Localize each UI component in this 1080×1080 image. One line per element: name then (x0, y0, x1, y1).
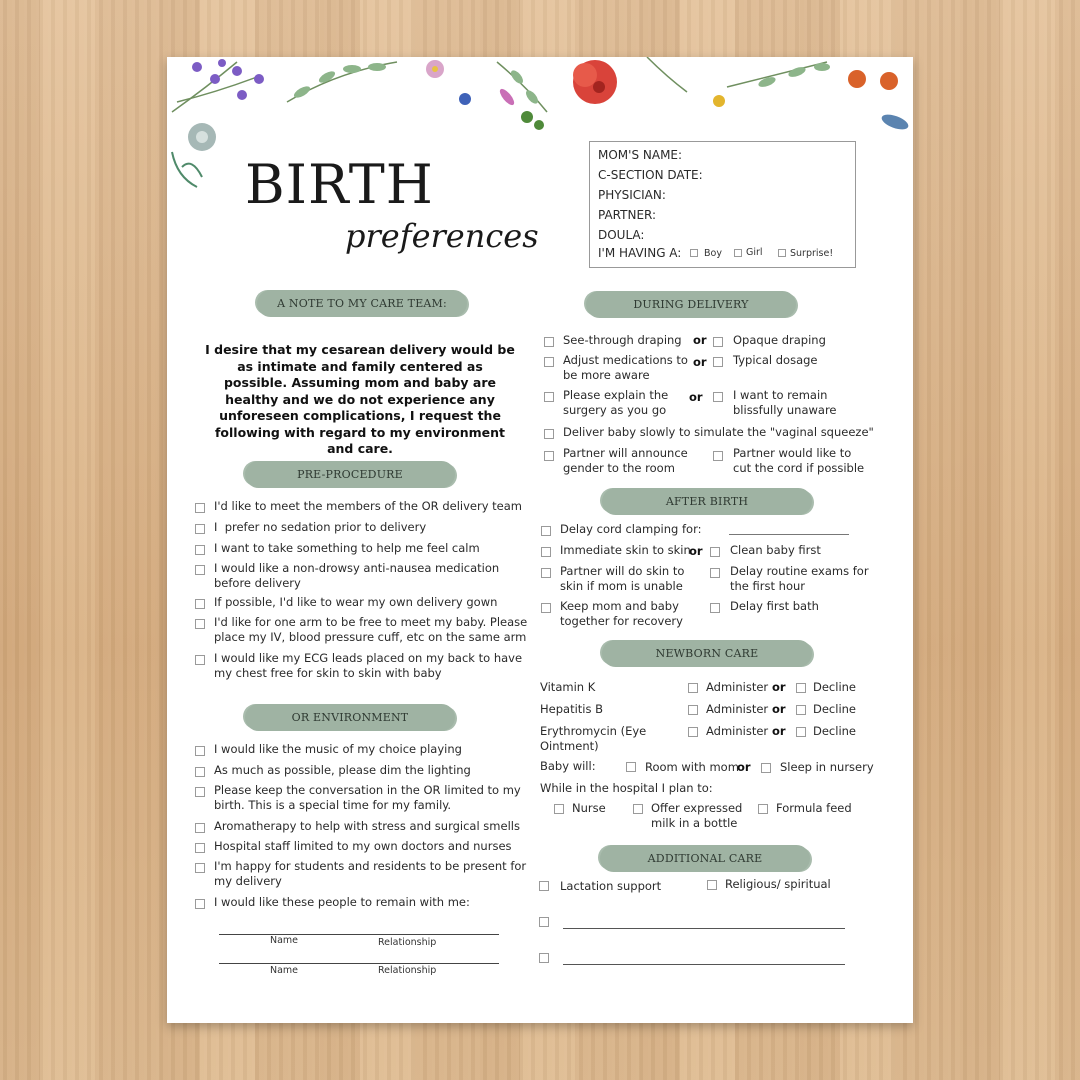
boy-checkbox[interactable] (690, 249, 698, 257)
delay-cord-checkbox[interactable] (541, 526, 551, 536)
additional-blank-line-1[interactable] (563, 928, 845, 929)
pre-procedure-checkbox[interactable] (195, 619, 205, 629)
pre-procedure-item: I'd like to meet the members of the OR delivery team (214, 499, 522, 513)
additional-care-heading: ADDITIONAL CARE (600, 845, 810, 872)
slow-delivery-checkbox[interactable] (544, 429, 554, 439)
during-delivery-option-a: See-through draping (563, 333, 682, 347)
or-environment-item: Hospital staff limited to my own doctors and nurses (214, 839, 512, 853)
or-label: or (737, 760, 751, 774)
pre-procedure-checkbox[interactable] (195, 524, 205, 534)
formula-feed-checkbox[interactable] (758, 804, 768, 814)
physician-label: PHYSICIAN: (598, 188, 666, 202)
pre-procedure-item: I would like my ECG leads placed on my back to have my chest free for skin to skin with baby (214, 651, 523, 680)
after-birth-option-a: Partner will do skin to skin if mom is unable (560, 564, 685, 593)
administer-label: Administer (706, 724, 769, 738)
cut-cord-checkbox[interactable] (713, 451, 723, 461)
lactation-checkbox[interactable] (539, 881, 549, 891)
note-text: I desire that my cesarean delivery would be as intimate and family centered as possible. Assuming mom and baby are healthy and we do not experience any unforeseen complications, I request the following with regard to my environment and care. (205, 342, 515, 456)
decline-checkbox[interactable] (796, 705, 806, 715)
decline-label: Decline (813, 680, 857, 694)
pre-procedure-item: I want to take something to help me feel calm (214, 541, 480, 555)
after-birth-checkbox-b[interactable] (710, 603, 720, 613)
partner-label: PARTNER: (598, 208, 657, 222)
or-environment-checkbox[interactable] (195, 787, 205, 797)
decline-checkbox[interactable] (796, 683, 806, 693)
sleep-nursery-label: Sleep in nursery (780, 760, 874, 774)
nurse-checkbox[interactable] (554, 804, 564, 814)
or-environment-item: As much as possible, please dim the lighting (214, 763, 471, 777)
baby-will-label: Baby will: (540, 759, 596, 773)
newborn-item-label: Erythromycin (Eye Ointment) (540, 724, 647, 753)
note-heading: A NOTE TO MY CARE TEAM: (257, 290, 467, 317)
or-environment-checkbox[interactable] (195, 746, 205, 756)
delay-cord-label: Delay cord clamping for: (560, 522, 702, 536)
or-label: or (693, 355, 707, 369)
announce-gender-checkbox[interactable] (544, 451, 554, 461)
or-label: or (772, 680, 786, 694)
religious-checkbox[interactable] (707, 880, 717, 890)
additional-blank-line-2[interactable] (563, 964, 845, 965)
surprise-checkbox[interactable] (778, 249, 786, 257)
administer-label: Administer (706, 680, 769, 694)
after-birth-checkbox-b[interactable] (710, 547, 720, 557)
pre-procedure-item: I prefer no sedation prior to delivery (214, 520, 427, 534)
girl-checkbox[interactable] (734, 249, 742, 257)
newborn-item-label: Hepatitis B (540, 702, 604, 716)
during-delivery-option-b: I want to remain blissfully unaware (733, 388, 837, 417)
or-label: or (772, 724, 786, 738)
after-birth-option-a: Keep mom and baby together for recovery (560, 599, 683, 628)
during-delivery-heading: DURING DELIVERY (586, 291, 796, 318)
having-label: I'M HAVING A: (598, 246, 682, 260)
sleep-nursery-checkbox[interactable] (761, 763, 771, 773)
or-environment-item: Please keep the conversation in the OR limited to my birth. This is a special time for my family. (214, 783, 521, 812)
doula-label: DOULA: (598, 228, 645, 242)
during-delivery-checkbox-a[interactable] (544, 337, 554, 347)
boy-label: Boy (704, 248, 722, 259)
announce-gender-label: Partner will announce gender to the room (563, 446, 688, 475)
after-birth-heading: AFTER BIRTH (602, 488, 812, 515)
pre-procedure-checkbox[interactable] (195, 599, 205, 609)
slow-delivery-label: Deliver baby slowly to simulate the "vaginal squeeze" (563, 425, 874, 439)
birth-preferences-sheet (167, 57, 913, 1023)
companion-line-1[interactable] (219, 934, 499, 935)
during-delivery-checkbox-b[interactable] (713, 392, 723, 402)
room-with-mom-checkbox[interactable] (626, 762, 636, 772)
after-birth-option-b: Clean baby first (730, 543, 821, 557)
surprise-label: Surprise! (790, 248, 834, 259)
decline-label: Decline (813, 724, 857, 738)
administer-checkbox[interactable] (688, 727, 698, 737)
during-delivery-option-b: Opaque draping (733, 333, 826, 347)
or-environment-checkbox[interactable] (195, 863, 205, 873)
name-label-1: Name (270, 935, 299, 946)
or-environment-checkbox[interactable] (195, 823, 205, 833)
or-label: or (772, 702, 786, 716)
or-environment-item: I would like the music of my choice playing (214, 742, 462, 756)
after-birth-option-b: Delay first bath (730, 599, 819, 613)
during-delivery-option-a: Adjust medications to be more aware (563, 353, 688, 382)
or-label: or (689, 390, 703, 404)
companion-line-2[interactable] (219, 963, 499, 964)
after-birth-checkbox-b[interactable] (710, 568, 720, 578)
or-environment-checkbox[interactable] (195, 843, 205, 853)
name-label-2: Name (270, 965, 299, 976)
hospital-plan-label: While in the hospital I plan to: (540, 781, 713, 795)
nurse-label: Nurse (572, 801, 606, 815)
page-title: BIRTH (245, 153, 434, 216)
pre-procedure-checkbox[interactable] (195, 655, 205, 665)
pre-procedure-checkbox[interactable] (195, 503, 205, 513)
after-birth-checkbox-a[interactable] (541, 568, 551, 578)
or-label: or (689, 544, 703, 558)
csection-date-label: C-SECTION DATE: (598, 168, 703, 182)
after-birth-checkbox-a[interactable] (541, 603, 551, 613)
or-environment-item: Aromatherapy to help with stress and surgical smells (214, 819, 520, 833)
pre-procedure-checkbox[interactable] (195, 565, 205, 575)
or-environment-item: I would like these people to remain with me: (214, 895, 470, 909)
newborn-care-heading: NEWBORN CARE (602, 640, 812, 667)
or-environment-checkbox[interactable] (195, 767, 205, 777)
info-box (589, 141, 856, 268)
newborn-item-label: Vitamin K (540, 680, 596, 694)
decline-label: Decline (813, 702, 857, 716)
expressed-milk-checkbox[interactable] (633, 804, 643, 814)
formula-feed-label: Formula feed (776, 801, 852, 815)
administer-label: Administer (706, 702, 769, 716)
or-environment-item: I'm happy for students and residents to be present for my delivery (214, 859, 527, 888)
administer-checkbox[interactable] (688, 705, 698, 715)
or-label: or (693, 333, 707, 347)
pre-procedure-checkbox[interactable] (195, 545, 205, 555)
page-subtitle: preferences (345, 217, 539, 255)
relationship-label-2: Relationship (378, 965, 437, 976)
delay-cord-duration-line[interactable] (729, 534, 849, 535)
during-delivery-option-a: Please explain the surgery as you go (563, 388, 669, 417)
room-with-mom-label: Room with mom (645, 760, 739, 774)
after-birth-checkbox-a[interactable] (541, 547, 551, 557)
during-delivery-checkbox-b[interactable] (713, 337, 723, 347)
after-birth-option-a: Immediate skin to skin (560, 543, 691, 557)
decline-checkbox[interactable] (796, 727, 806, 737)
or-environment-heading: OR ENVIRONMENT (245, 704, 455, 731)
pre-procedure-item: If possible, I'd like to wear my own delivery gown (214, 595, 498, 609)
cut-cord-label: Partner would like to cut the cord if possible (733, 446, 865, 475)
girl-label: Girl (746, 247, 763, 258)
moms-name-label: MOM'S NAME: (598, 148, 683, 162)
pre-procedure-item: I would like a non-drowsy anti-nausea medication before delivery (214, 561, 500, 590)
during-delivery-checkbox-b[interactable] (713, 357, 723, 367)
or-environment-checkbox[interactable] (195, 899, 205, 909)
during-delivery-checkbox-a[interactable] (544, 357, 554, 367)
after-birth-option-b: Delay routine exams for the first hour (730, 564, 869, 593)
religious-label: Religious/ spiritual (725, 877, 831, 891)
relationship-label-1: Relationship (378, 937, 437, 948)
during-delivery-checkbox-a[interactable] (544, 392, 554, 402)
pre-procedure-item: I'd like for one arm to be free to meet my baby. Please place my IV, blood pressure cuff, etc on the same arm (214, 615, 528, 644)
additional-blank-checkbox-1[interactable] (539, 917, 549, 927)
administer-checkbox[interactable] (688, 683, 698, 693)
additional-blank-checkbox-2[interactable] (539, 953, 549, 963)
lactation-label: Lactation support (560, 879, 662, 893)
during-delivery-option-b: Typical dosage (733, 353, 818, 367)
expressed-milk-label: Offer expressed milk in a bottle (651, 801, 743, 830)
pre-procedure-heading: PRE-PROCEDURE (245, 461, 455, 488)
